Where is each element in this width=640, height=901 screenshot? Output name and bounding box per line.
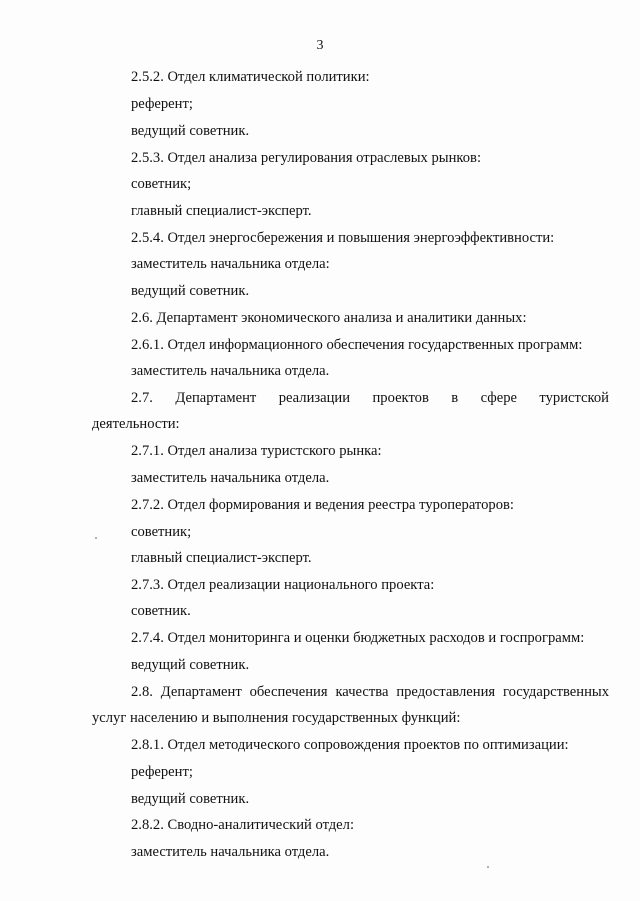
- page-number: 3: [316, 38, 324, 53]
- text-line: референт;: [131, 96, 193, 112]
- text-line: советник;: [131, 176, 192, 192]
- text-line: референт;: [131, 764, 193, 780]
- text-line: ведущий советник.: [131, 657, 250, 673]
- text-line: 2.7. Департамент реализации проектов в сфере туристской: [131, 390, 609, 406]
- text-line: заместитель начальника отдела.: [131, 844, 330, 860]
- text-line: заместитель начальника отдела.: [131, 470, 330, 486]
- text-line: 2.7.2. Отдел формирования и ведения реестра туроператоров:: [131, 497, 514, 513]
- text-line: 2.5.4. Отдел энергосбережения и повышения энергоэффективности:: [131, 230, 555, 246]
- text-line: 2.6. Департамент экономического анализа и аналитики данных:: [131, 310, 527, 326]
- text-line: 2.8. Департамент обеспечения качества предоставления государственных: [131, 684, 609, 700]
- text-line: деятельности:: [92, 416, 180, 432]
- text-line: главный специалист-эксперт.: [131, 550, 312, 566]
- text-line: 2.7.4. Отдел мониторинга и оценки бюджетных расходов и госпрограмм:: [131, 630, 585, 646]
- text-line: заместитель начальника отдела.: [131, 363, 330, 379]
- text-line: ведущий советник.: [131, 123, 250, 139]
- text-line: ведущий советник.: [131, 283, 250, 299]
- text-line: главный специалист-эксперт.: [131, 203, 312, 219]
- text-line: 2.5.2. Отдел климатической политики:: [131, 69, 370, 85]
- text-line: 2.8.1. Отдел методического сопровождения проектов по оптимизации:: [131, 737, 569, 753]
- text-line: заместитель начальника отдела:: [131, 256, 330, 272]
- text-line: 2.7.3. Отдел реализации национального проекта:: [131, 577, 435, 593]
- text-line: советник;: [131, 524, 192, 540]
- text-line: 2.8.2. Сводно-аналитический отдел:: [131, 817, 354, 833]
- text-line: 2.7.1. Отдел анализа туристского рынка:: [131, 443, 382, 459]
- text-line: советник.: [131, 603, 191, 619]
- text-line: услуг населению и выполнения государственных функций:: [92, 710, 461, 726]
- text-line: 2.5.3. Отдел анализа регулирования отраслевых рынков:: [131, 150, 481, 166]
- scan-speck: [487, 866, 489, 868]
- text-line: 2.6.1. Отдел информационного обеспечения государственных программ:: [131, 337, 583, 353]
- scan-speck: [95, 537, 97, 539]
- text-line: ведущий советник.: [131, 791, 250, 807]
